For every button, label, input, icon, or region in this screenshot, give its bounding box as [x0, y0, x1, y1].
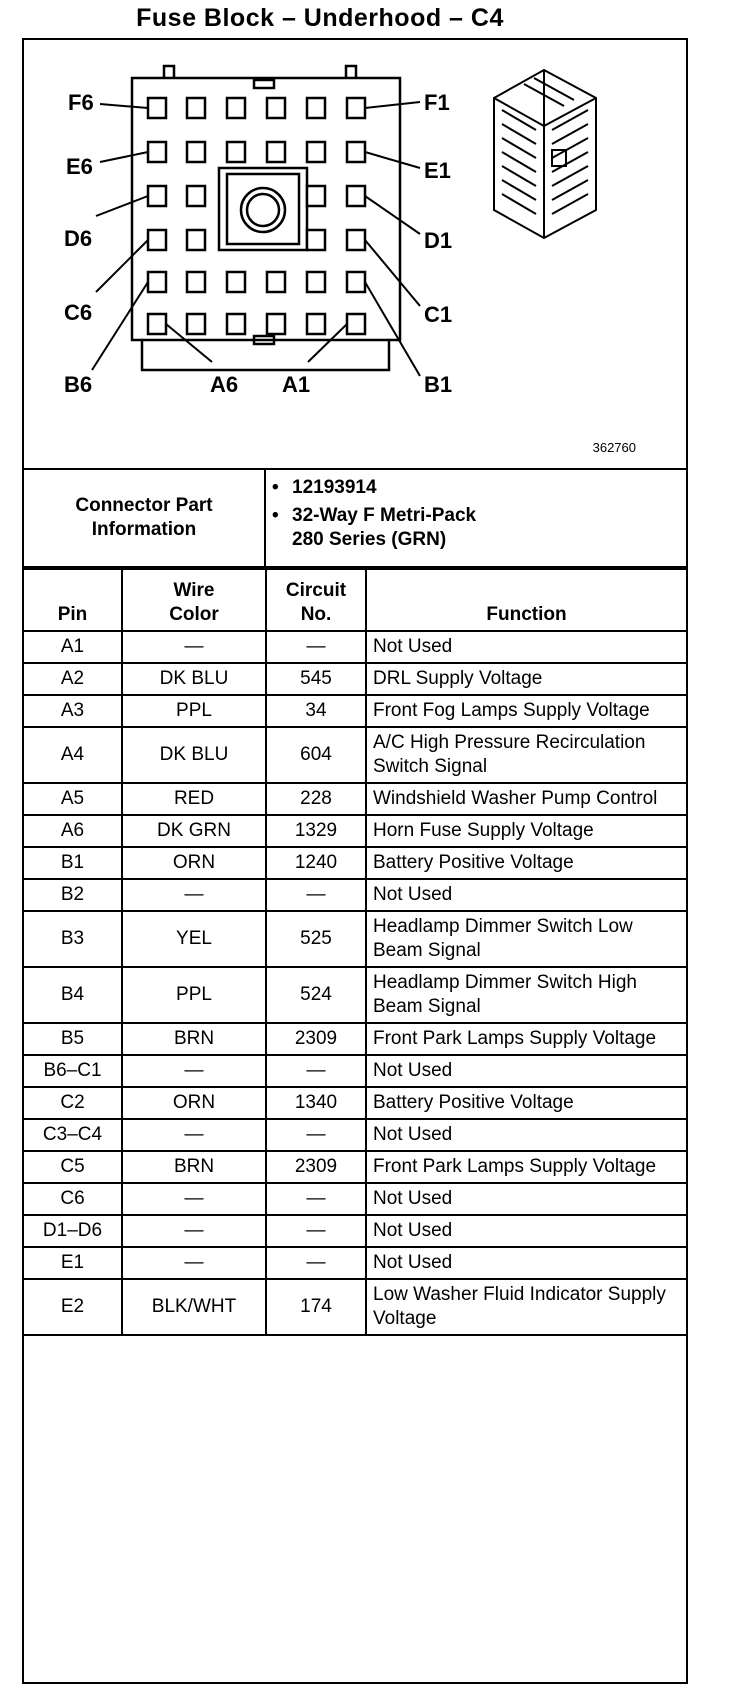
cell-pin: C5: [24, 1151, 122, 1183]
cell-function: Front Park Lamps Supply Voltage: [366, 1151, 686, 1183]
label-a6: A6: [210, 372, 239, 397]
cell-circuit-no: 524: [266, 967, 366, 1023]
label-d6: D6: [64, 226, 93, 251]
label-f6: F6: [68, 90, 94, 115]
connector-face-drawing: [24, 40, 686, 468]
cell-circuit-no: —: [266, 1183, 366, 1215]
label-f1: F1: [424, 90, 450, 115]
bullet: •: [272, 505, 279, 526]
cell-wire-color: —: [122, 1055, 266, 1087]
cell-circuit-no: 1340: [266, 1087, 366, 1119]
cell-wire-color: —: [122, 1119, 266, 1151]
cell-wire-color: ORN: [122, 1087, 266, 1119]
connector-heading-line1: Connector Part: [75, 495, 213, 516]
cell-pin: B6–C1: [24, 1055, 122, 1087]
cell-circuit-no: —: [266, 1055, 366, 1087]
cell-pin: B4: [24, 967, 122, 1023]
cell-function: Front Fog Lamps Supply Voltage: [366, 695, 686, 727]
cell-function: DRL Supply Voltage: [366, 663, 686, 695]
cell-wire-color: —: [122, 1215, 266, 1247]
table-row: [24, 663, 686, 695]
cell-circuit-no: 2309: [266, 1023, 366, 1055]
cell-function: Headlamp Dimmer Switch Low Beam Signal: [366, 911, 686, 967]
cell-circuit-no: 1329: [266, 815, 366, 847]
cell-circuit-no: 174: [266, 1279, 366, 1335]
table-row: [24, 1055, 686, 1087]
cell-pin: C2: [24, 1087, 122, 1119]
cell-circuit-no: 2309: [266, 1151, 366, 1183]
cell-pin: B2: [24, 879, 122, 911]
table-row: [24, 1119, 686, 1151]
cell-function: Headlamp Dimmer Switch High Beam Signal: [366, 967, 686, 1023]
header-wire-color: Wire Color: [122, 569, 266, 631]
connector-heading-line2: Information: [91, 519, 197, 540]
cell-function: Windshield Washer Pump Control: [366, 783, 686, 815]
connector-isometric-icon: [494, 70, 596, 238]
cell-wire-color: —: [122, 879, 266, 911]
cell-pin: C3–C4: [24, 1119, 122, 1151]
cell-circuit-no: 525: [266, 911, 366, 967]
document-frame: [22, 38, 688, 1684]
cell-wire-color: DK BLU: [122, 727, 266, 783]
cell-pin: A6: [24, 815, 122, 847]
cell-pin: A1: [24, 631, 122, 663]
cell-function: Horn Fuse Supply Voltage: [366, 815, 686, 847]
label-b1: B1: [424, 372, 453, 397]
cell-function: Not Used: [366, 1119, 686, 1151]
cell-circuit-no: —: [266, 879, 366, 911]
table-row: [24, 1247, 686, 1279]
label-e1: E1: [424, 158, 451, 183]
cell-wire-color: PPL: [122, 695, 266, 727]
cell-wire-color: —: [122, 631, 266, 663]
cell-wire-color: DK BLU: [122, 663, 266, 695]
connector-part-information: [24, 470, 686, 568]
label-b6: B6: [64, 372, 93, 397]
cell-wire-color: BRN: [122, 1151, 266, 1183]
cell-wire-color: DK GRN: [122, 815, 266, 847]
cell-wire-color: BRN: [122, 1023, 266, 1055]
pinout-table: [24, 568, 686, 1336]
cell-pin: C6: [24, 1183, 122, 1215]
table-row: [24, 1183, 686, 1215]
table-row: [24, 1215, 686, 1247]
cell-pin: B3: [24, 911, 122, 967]
cell-function: Not Used: [366, 1215, 686, 1247]
cell-circuit-no: 1240: [266, 847, 366, 879]
connector-description-line2: 280 Series (GRN): [292, 529, 447, 550]
table-row: [24, 695, 686, 727]
table-row: [24, 815, 686, 847]
table-row: [24, 911, 686, 967]
table-row: [24, 631, 686, 663]
connector-info-details: [266, 476, 676, 552]
table-row: [24, 847, 686, 879]
cell-pin: D1–D6: [24, 1215, 122, 1247]
cell-pin: B1: [24, 847, 122, 879]
cell-wire-color: RED: [122, 783, 266, 815]
label-c6: C6: [64, 300, 93, 325]
table-row: [24, 1023, 686, 1055]
table-row: [24, 879, 686, 911]
figure-number: 362760: [592, 440, 636, 455]
cell-pin: A2: [24, 663, 122, 695]
cell-circuit-no: —: [266, 1119, 366, 1151]
cell-wire-color: YEL: [122, 911, 266, 967]
connector-description-line1: 32-Way F Metri-Pack: [292, 505, 477, 526]
cell-wire-color: —: [122, 1247, 266, 1279]
cell-pin: E1: [24, 1247, 122, 1279]
cell-circuit-no: —: [266, 1215, 366, 1247]
header-pin: Pin: [24, 569, 122, 631]
label-a1: A1: [282, 372, 311, 397]
cell-pin: E2: [24, 1279, 122, 1335]
cell-pin: A4: [24, 727, 122, 783]
cell-pin: A3: [24, 695, 122, 727]
cell-circuit-no: 604: [266, 727, 366, 783]
label-e6: E6: [66, 154, 93, 179]
cell-function: Battery Positive Voltage: [366, 847, 686, 879]
cell-function: A/C High Pressure Recirculation Switch Signal: [366, 727, 686, 783]
cell-function: Low Washer Fluid Indicator Supply Voltage: [366, 1279, 686, 1335]
bullet: •: [272, 477, 279, 498]
cell-circuit-no: —: [266, 1247, 366, 1279]
label-d1: D1: [424, 228, 453, 253]
cell-function: Not Used: [366, 631, 686, 663]
table-row: [24, 967, 686, 1023]
cell-wire-color: BLK/WHT: [122, 1279, 266, 1335]
cell-circuit-no: 34: [266, 695, 366, 727]
cell-pin: B5: [24, 1023, 122, 1055]
cell-function: Not Used: [366, 1183, 686, 1215]
terminal-cavities: [148, 98, 365, 334]
connector-info-heading: [24, 470, 266, 566]
cell-circuit-no: 545: [266, 663, 366, 695]
cell-pin: A5: [24, 783, 122, 815]
table-row: [24, 1087, 686, 1119]
header-circuit-no: Circuit No.: [266, 569, 366, 631]
cell-function: Front Park Lamps Supply Voltage: [366, 1023, 686, 1055]
table-row: [24, 727, 686, 783]
cell-wire-color: —: [122, 1183, 266, 1215]
cell-function: Battery Positive Voltage: [366, 1087, 686, 1119]
part-number: 12193914: [292, 477, 377, 498]
connector-diagram: [24, 40, 686, 470]
table-row: [24, 783, 686, 815]
cell-function: Not Used: [366, 1055, 686, 1087]
table-row: [24, 1279, 686, 1335]
header-function: Function: [366, 569, 686, 631]
cell-function: Not Used: [366, 879, 686, 911]
cell-wire-color: ORN: [122, 847, 266, 879]
cell-circuit-no: —: [266, 631, 366, 663]
label-c1: C1: [424, 302, 453, 327]
cell-circuit-no: 228: [266, 783, 366, 815]
cell-wire-color: PPL: [122, 967, 266, 1023]
page-title: Fuse Block – Underhood – C4: [136, 4, 504, 32]
cell-function: Not Used: [366, 1247, 686, 1279]
table-row: [24, 1151, 686, 1183]
